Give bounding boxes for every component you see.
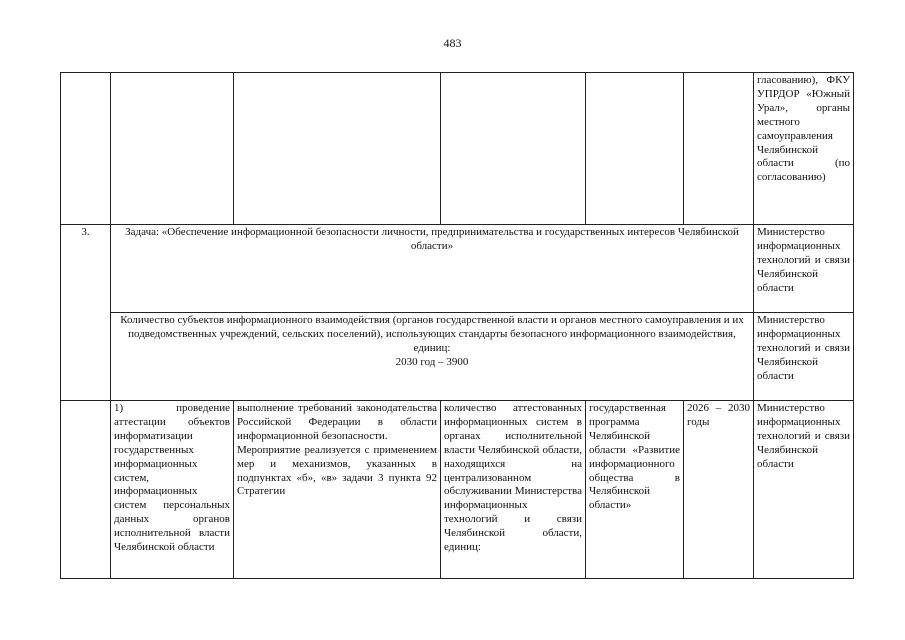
cell-indicator-text — [111, 313, 754, 401]
cell-measure-number-empty — [61, 401, 111, 579]
cell-program-empty — [586, 73, 684, 225]
cell-mechanism — [234, 401, 441, 579]
table-row-task — [61, 225, 854, 313]
cell-task-text: Задача: «Обеспечение информационной безопасности личности, предпринимательства и государственных интересов Челябинской области» — [111, 225, 754, 313]
cell-task-number: 3. — [61, 225, 111, 401]
cell-responsible-continuation: гласованию), ФКУ УПРДОР «Южный Урал», органы местного самоуправления Челябинской области (по согласованию) — [754, 73, 854, 225]
indicator-value: 2030 год – 3900 — [395, 355, 469, 368]
cell-period-empty — [684, 73, 754, 225]
table-row-continuation — [61, 73, 854, 225]
cell-measure-empty — [111, 73, 234, 225]
cell-mechanism-empty — [234, 73, 441, 225]
cell-period: 2026 – 2030 годы — [684, 401, 754, 579]
indicator-description: Количество субъектов информационного взаимодействия (органов государственной власти и органов местного самоуправления и их подведомственных учреждений, сельских поселений), использующих стандарты безопасного информационного взаимодействия, единиц: — [120, 314, 744, 354]
cell-measure-indicator: количество аттестованных информационных систем в органах исполнительной власти Челябинской области, находящихся на централизованном обслуживании Министерства информационных технологий и связи Челябинской области, единиц: — [441, 401, 586, 579]
mechanism-paragraph-2: Мероприятие реализуется с применением мер и механизмов, указанных в подпунктах «б», «в» задачи 3 пункта 92 Стратегии — [237, 443, 437, 498]
mechanism-paragraph-1: выполнение требований законодательства Российской Федерации в области информационной безопасности. — [237, 402, 437, 442]
strategy-table — [60, 72, 854, 579]
table-row-measure — [61, 401, 854, 579]
page-number: 483 — [443, 36, 462, 50]
cell-measure-responsible: Министерство информационных технологий и связи Челябинской области — [754, 401, 854, 579]
cell-number-empty — [61, 73, 111, 225]
table-row-indicator — [61, 313, 854, 401]
cell-program: государственная программа Челябинской области «Развитие информационного общества в Челябинской области» — [586, 401, 684, 579]
cell-indicator-responsible: Министерство информационных технологий и связи Челябинской области — [754, 313, 854, 401]
cell-indicator-empty — [441, 73, 586, 225]
cell-task-responsible: Министерство информационных технологий и связи Челябинской области — [754, 225, 854, 313]
cell-measure: 1) проведение аттестации объектов информатизации государственных информационных систем, информационных систем персональных данных органов исполнительной власти Челябинской области — [111, 401, 234, 579]
